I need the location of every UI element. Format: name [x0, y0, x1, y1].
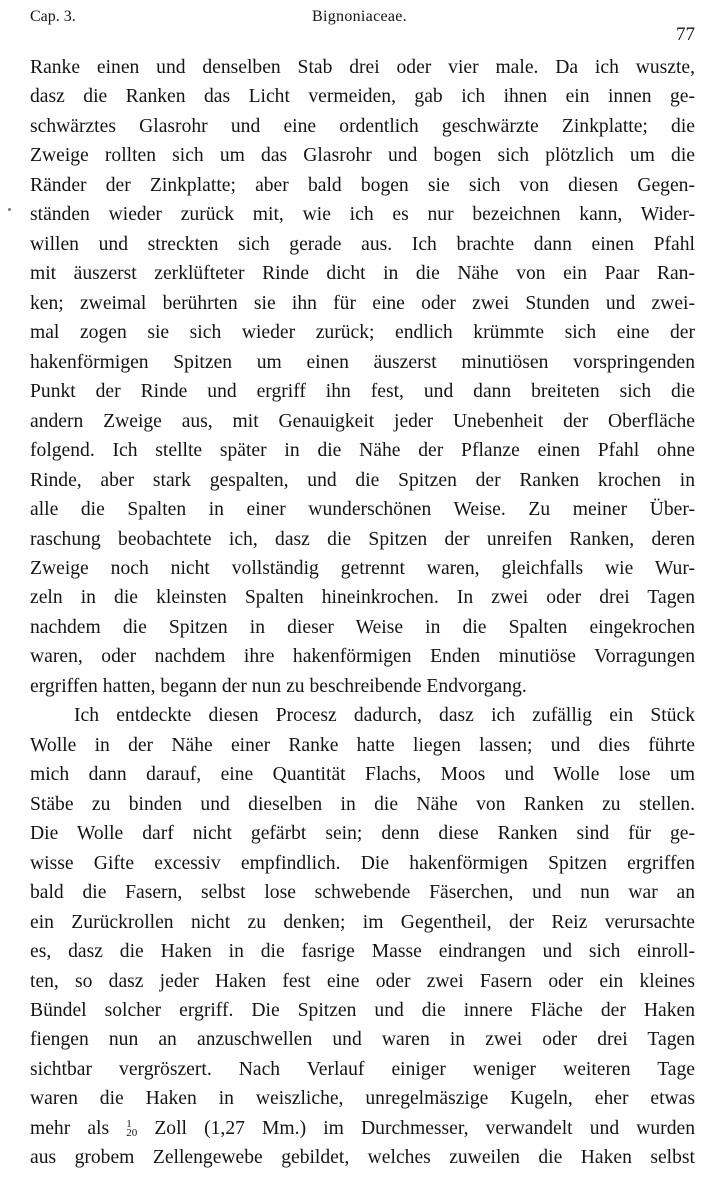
paragraph-start-line: Ich entdeckte diesen Procesz dadurch, dasz ich zufällig ein Stück	[74, 705, 695, 727]
text-line: Die Wolle darf nicht gefärbt sein; denn diese Ranken sind für ge-	[30, 823, 695, 845]
text-line: Ränder der Zinkplatte; aber bald bogen sie sich von diesen Gegen-	[30, 174, 695, 196]
text-line: schwärztes Glasrohr und eine ordentlich geschwärzte Zinkplatte; die	[30, 115, 695, 137]
text-line: Rinde, aber stark gespalten, und die Spitzen der Ranken krochen in	[30, 469, 695, 491]
text-line: es, dasz die Haken in die fasrige Masse eindrangen und sich einroll-	[30, 941, 695, 963]
fraction-numerator: 1	[126, 1117, 132, 1130]
running-title: Bignoniaceae.	[312, 8, 407, 25]
fraction-line-before: mehr als	[30, 1117, 127, 1139]
text-line: Wolle in der Nähe einer Ranke hatte liegen lassen; und dies führte	[30, 734, 695, 756]
fraction-line-after: Zoll (1,27 Mm.) im Durchmesser, verwandelt und wurden	[137, 1117, 695, 1139]
text-line: dasz die Ranken das Licht vermeiden, gab ich ihnen ein innen ge-	[30, 86, 695, 108]
text-line: alle die Spalten in einer wunderschönen Weise. Zu meiner Über-	[30, 499, 695, 521]
text-line: Bündel solcher ergriff. Die Spitzen und die innere Fläche der Haken	[30, 1000, 695, 1021]
text-line: bald die Fasern, selbst lose schwebende Fäserchen, und nun war an	[30, 882, 695, 904]
text-line: Punkt der Rinde und ergriff ihn fest, und dann breiteten sich die	[30, 381, 695, 403]
chapter-label: Cap. 3.	[30, 8, 76, 25]
text-line: willen und streckten sich gerade aus. Ich brachte dann einen Pfahl	[30, 233, 695, 255]
text-line: waren die Haken in weiszliche, unregelmäszige Kugeln, eher etwas	[30, 1088, 695, 1110]
text-line: Ranke einen und denselben Stab drei oder vier male. Da ich wuszte,	[30, 57, 695, 78]
running-head	[30, 6, 695, 46]
text-line: raschung beobachtete ich, dasz die Spitzen der unreifen Ranken, deren	[30, 528, 695, 550]
text-line: ständen wieder zurück mit, wie ich es nur bezeichnen kann, Wider-	[30, 204, 695, 226]
text-line: wisse Gifte excessiv empfindlich. Die hakenförmigen Spitzen ergriffen	[30, 852, 695, 874]
text-line: waren, oder nachdem ihre hakenförmigen Enden minutiöse Vorragungen	[30, 646, 695, 668]
text-line: folgend. Ich stellte später in die Nähe der Pflanze einen Pfahl ohne	[30, 440, 695, 462]
text-line: Stäbe zu binden und dieselben in die Nähe von Ranken zu stellen.	[30, 793, 695, 815]
margin-speck	[8, 208, 11, 211]
fraction-denominator: 20	[126, 1126, 138, 1139]
text-line: Zweige rollten sich um das Glasrohr und bogen sich plötzlich um die	[30, 145, 695, 167]
text-line: mal zogen sie sich wieder zurück; endlich krümmte sich eine der	[30, 322, 695, 344]
paragraph-end-line: ergriffen hatten, begann der nun zu beschreibende Endvorgang.	[30, 675, 527, 697]
text-line: hakenförmigen Spitzen um einen äuszerst minutiösen vorspringenden	[30, 351, 695, 373]
page-number: 77	[676, 24, 695, 45]
text-line: sichtbar vergröszert. Nach Verlauf einiger weniger weiteren Tage	[30, 1058, 695, 1080]
text-line: fiengen nun an anzuschwellen und waren in zwei oder drei Tagen	[30, 1029, 695, 1051]
text-line: Zweige noch nicht vollständig getrennt waren, gleichfalls wie Wur-	[30, 557, 695, 579]
text-line: mich dann darauf, eine Quantität Flachs, Moos und Wolle lose um	[30, 764, 695, 786]
fraction-line	[30, 1114, 695, 1143]
text-line: ein Zurückrollen nicht zu denken; im Gegentheil, der Reiz verursachte	[30, 911, 695, 933]
text-line: mit äuszerst zerklüfteter Rinde dicht in die Nähe von ein Paar Ran-	[30, 263, 695, 285]
text-line: aus grobem Zellengewebe gebildet, welches zuweilen die Haken selbst	[30, 1147, 695, 1169]
text-line: nachdem die Spitzen in dieser Weise in die Spalten eingekrochen	[30, 616, 695, 638]
text-line: ten, so dasz jeder Haken fest eine oder zwei Fasern oder ein kleines	[30, 970, 695, 992]
text-line: andern Zweige aus, mit Genauigkeit jeder Unebenheit der Oberfläche	[30, 410, 695, 432]
body-text	[30, 53, 695, 1173]
text-line: ken; zweimal berührten sie ihn für eine oder zwei Stunden und zwei-	[30, 292, 695, 314]
fraction	[126, 1119, 137, 1137]
text-line: zeln in die kleinsten Spalten hineinkrochen. In zwei oder drei Tagen	[30, 587, 695, 609]
